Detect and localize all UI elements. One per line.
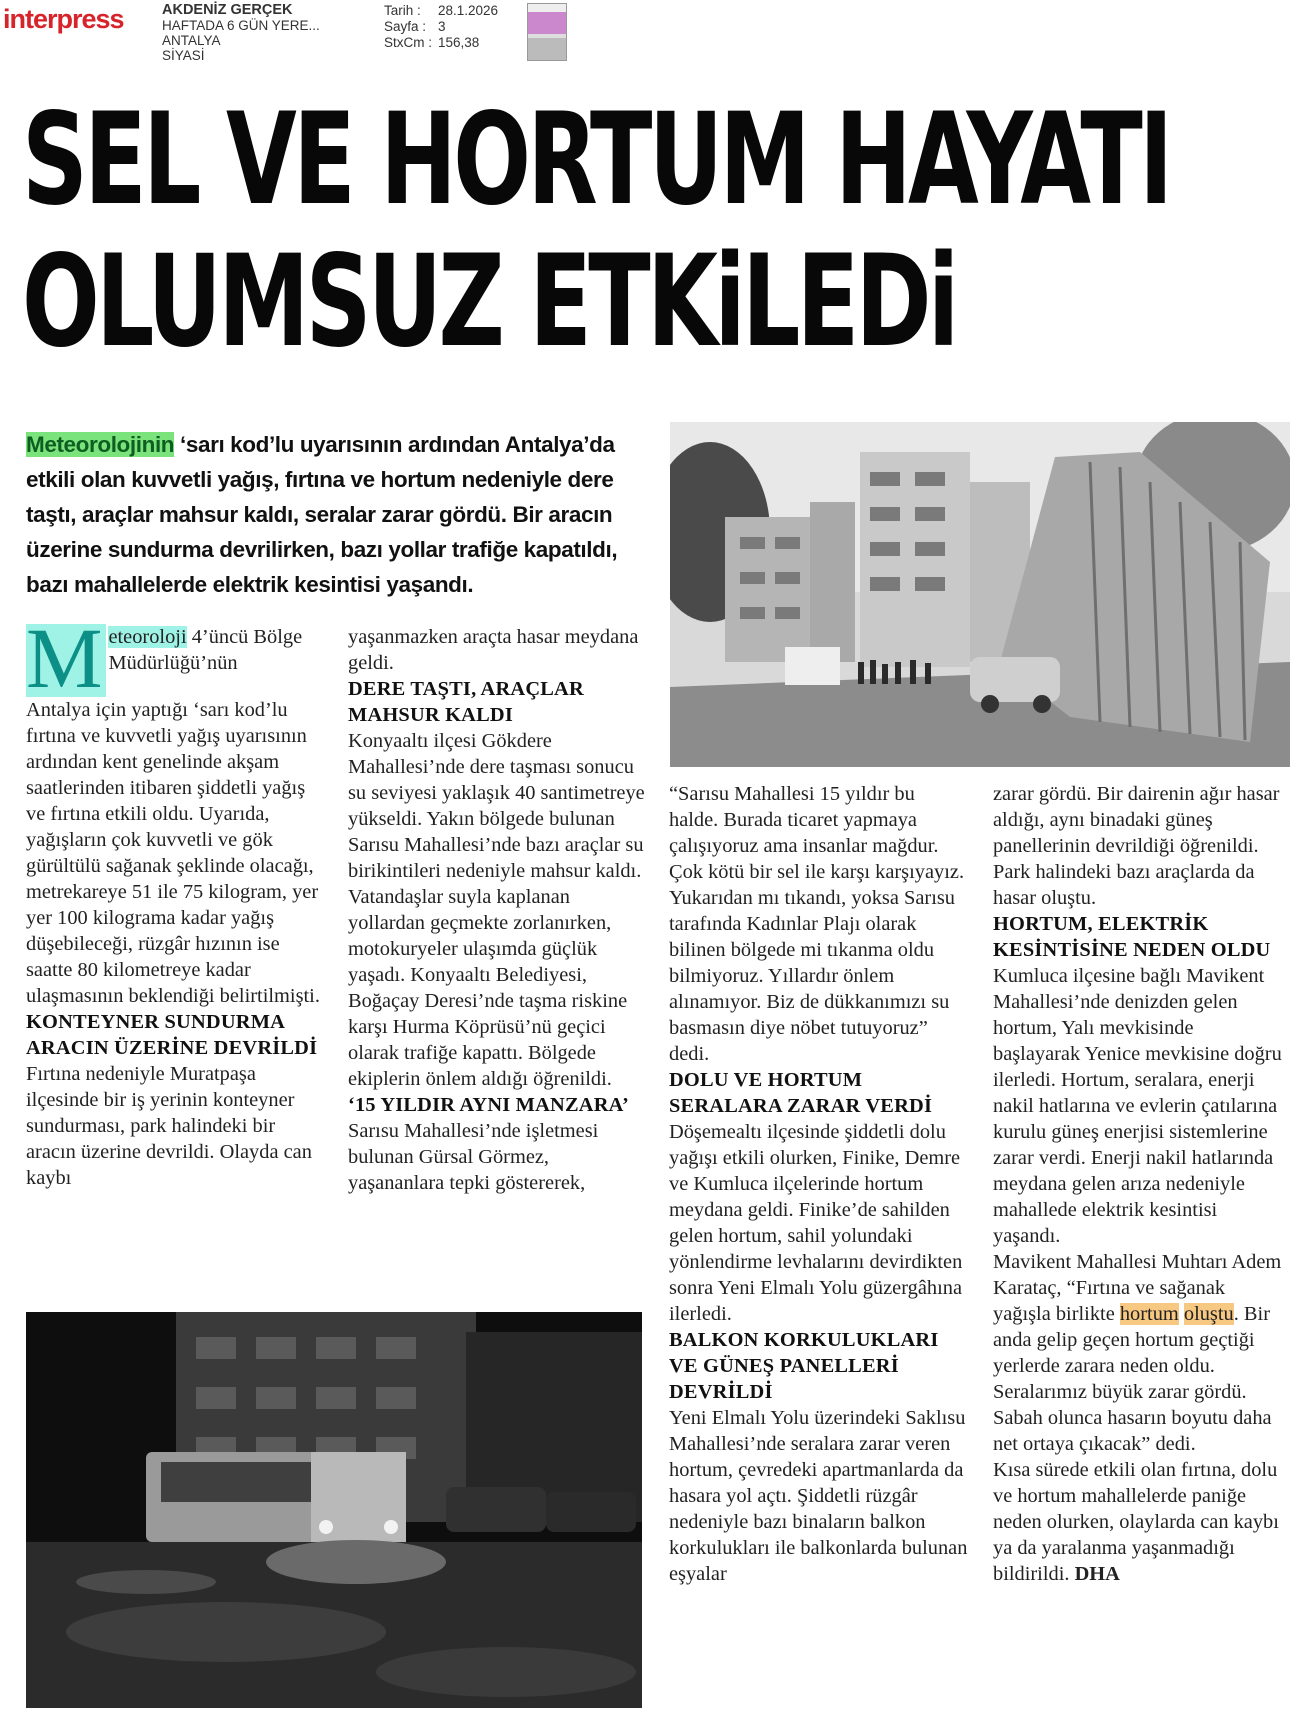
publication-info <box>162 3 320 63</box>
highlight-hortum: hortum <box>1119 1303 1179 1325</box>
publication-name: AKDENİZ GERÇEK <box>162 2 293 18</box>
headline <box>22 85 1170 375</box>
lead-paragraph <box>26 427 646 602</box>
article-column-2 <box>348 624 648 1196</box>
clipping-header <box>0 0 1294 63</box>
subheading-hortum: HORTUM, ELEKTRİK KESİNTİSİNE NEDEN OLDU <box>993 913 1271 961</box>
interpress-logo: interpress <box>3 4 124 34</box>
collapsed-container-photo <box>670 422 1290 767</box>
subheading-container: KONTEYNER SUNDURMA ARACIN ÜZERİNE DEVRİLDİ <box>26 1011 318 1059</box>
article-column-3 <box>669 781 969 1587</box>
article-column-1 <box>26 610 326 1191</box>
subheading-dere: DERE TAŞTI, ARAÇLAR MAHSUR KALDI <box>348 678 584 726</box>
paragraph: Döşemealtı ilçesinde şiddetli dolu yağışı etkili olurken, Finike, Demre ve Kumluca ilçelerinde hortum meydana geldi. Finike’de sahilden gelen hortum, sahil yolundaki yönlendirme levhalarını devirdikten sonra Yeni Elmalı Yolu güzergâhına ilerledi. <box>669 1121 963 1325</box>
highlight-olustu: oluştu <box>1183 1303 1234 1325</box>
lead-text: ‘sarı kod’lu uyarısının ardından Antalya’da etkili olan kuvvetli yağış, fırtına ve hortum nedeniyle dere taştı, araçlar mahsur kaldı, seralar zarar gördü. Bir aracın üzerine sundurma devrilirken, bazı yollar trafiğe kapatıldı, bazı mahallelerde elektrik kesintisi yaşandı. <box>26 432 618 597</box>
quote-end: . Bir anda gelip geçen hortum geçtiği yerlerde zarara neden oldu. Seralarımız büyük zarar gördü. Sabah olunca hasarın boyutu daha net ortaya çıkacak” dedi. <box>993 1303 1272 1455</box>
subheading-dolu: DOLU VE HORTUM SERALARA ZARAR VERDİ <box>669 1069 933 1117</box>
publication-frequency: HAFTADA 6 GÜN YERE... <box>162 18 320 33</box>
paragraph: Sarısu Mahallesi’nde işletmesi bulunan Gürsal Görmez, yaşananlara tepki göstererek, <box>348 1120 599 1194</box>
page-thumbnail[interactable] <box>527 3 567 61</box>
paragraph: Fırtına nedeniyle Muratpaşa ilçesinde bir iş yerinin konteyner sundurması, park halindeki bir aracın üzerine devrildi. Olayda can kaybı <box>26 1063 312 1189</box>
paragraph: Antalya için yaptığı ‘sarı kod’lu fırtına ve kuvvetli yağış uyarısının ardından kent genelinde akşam saatlerinden itibaren şiddetli yağış ve fırtına etkili oldu. Uyarıda, yağışların çok kuvvetli ve gök gürültülü sağanak şeklinde olacağı, metrekareye 51 ile 75 kilogram, yer yer 100 kilograma kadar yağış düşebileceği, rüzgâr hızının ise saatte 80 kilometreye kadar ulaşmasının beklendiği belirtilmişti. <box>26 699 320 1007</box>
intro-rest: 4’üncü Bölge Müdürlüğü’nün <box>108 626 303 674</box>
date-label: Tarih : <box>384 3 421 18</box>
subheading-15-yildir: ‘15 YILDIR AYNI MANZARA’ <box>348 1094 630 1116</box>
stxcm-label: StxCm : <box>384 35 433 50</box>
drop-cap: M <box>26 624 106 697</box>
paragraph: Konyaaltı ilçesi Gökdere Mahallesi’nde dere taşması sonucu su seviyesi yaklaşık 40 santimetreye yükseldi. Yakın bölgede bulunan Sarısu Mahallesi’nde bazı araçlar su birikintileri nedeniyle mahsur kaldı. Vatandaşlar suyla kaplanan yollardan geçmekte zorlanırken, motokuryeler ulaşımda güçlük yaşadı. Konyaaltı Belediyesi, Boğaçay Deresi’nde taşma riskine karşı Hurma Köprüsü’nü geçici olarak trafiğe kapattı. Bölgede ekiplerin önlem aldığı öğrenildi. <box>348 730 645 1090</box>
page-label: Sayfa : <box>384 19 427 34</box>
paragraph: yaşanmazken araçta hasar meydana geldi. <box>348 626 639 674</box>
flooded-street-illustration <box>26 1312 642 1708</box>
paragraph-closing <box>993 1457 1283 1587</box>
publication-category: SİYASİ <box>162 48 205 63</box>
paragraph: Kumluca ilçesine bağlı Mavikent Mahallesi’nde denizden gelen hortum, Yalı mevkisinde başlayarak Yenice mevkisine doğru ilerledi. Hortum, seralara, enerji nakil hatlarına ve evlerin çatılarına kurulu güneş enerjisi sistemlerine zarar verdi. Enerji nakil hatlarında meydana gelen arıza nedeniyle mahallede elektrik kesintisi yaşandı. <box>993 965 1282 1247</box>
stxcm-value: 156,38 <box>438 35 480 50</box>
collapsed-container-illustration <box>670 422 1290 767</box>
date-value: 28.1.2026 <box>438 3 499 18</box>
clipping-meta <box>384 3 498 51</box>
quote-start: Mavikent Mahallesi Muhtarı Adem Karataç, “Fırtına ve sağanak yağışla birlikte <box>993 1251 1282 1325</box>
publication-city: ANTALYA <box>162 33 221 48</box>
paragraph: “Sarısu Mahallesi 15 yıldır bu halde. Burada ticaret yapmaya çalışıyoruz ama insanlar mağdur. Çok kötü bir sel ile karşı karşıyayız. Yukarıdan mı tıkandı, yoksa Sarısu tarafında Kadınlar Plajı olarak bilinen bölgede mi tıkanma oldu bilmiyoruz. Yıllardır önlem alınamıyor. Biz de dükkanımızı su basmasın diye nöbet tutuyoruz” dedi. <box>669 783 965 1065</box>
paragraph-quote <box>993 1249 1283 1457</box>
lead-highlight: Meteorolojinin <box>26 432 175 457</box>
intro-highlight: eteoroloji <box>108 626 187 648</box>
paragraph: Yeni Elmalı Yolu üzerindeki Saklısu Mahallesi’nde seralara zarar veren hortum, çevredeki apartmanlarda da hasara yol açtı. Şiddetli rüzgâr nedeniyle bazı binaların balkon korkulukları ile balkonlarda bulunan eşyalar <box>669 1407 968 1585</box>
flooded-street-photo <box>26 1312 642 1708</box>
headline-line-1: SEL VE HORTUM HAYATI <box>22 85 1170 233</box>
article-column-4 <box>993 781 1283 1587</box>
paragraph: zarar gördü. Bir dairenin ağır hasar aldığı, aynı binadaki güneş panellerinin devrildiği öğrenildi. Park halindeki bazı araçlarda da hasar oluştu. <box>993 783 1280 909</box>
page-value: 3 <box>438 19 446 34</box>
subheading-balkon: BALKON KORKULUKLARI VE GÜNEŞ PANELLERİ DEVRİLDİ <box>669 1329 939 1403</box>
headline-line-2: OLUMSUZ ETKiLEDi <box>22 227 956 375</box>
byline: DHA <box>1074 1563 1120 1585</box>
closing-text: Kısa sürede etkili olan fırtına, dolu ve hortum mahallelerde paniğe neden olurken, olaylarda can kaybı ya da yaralanma yaşanmadığı bildirildi. <box>993 1459 1279 1585</box>
